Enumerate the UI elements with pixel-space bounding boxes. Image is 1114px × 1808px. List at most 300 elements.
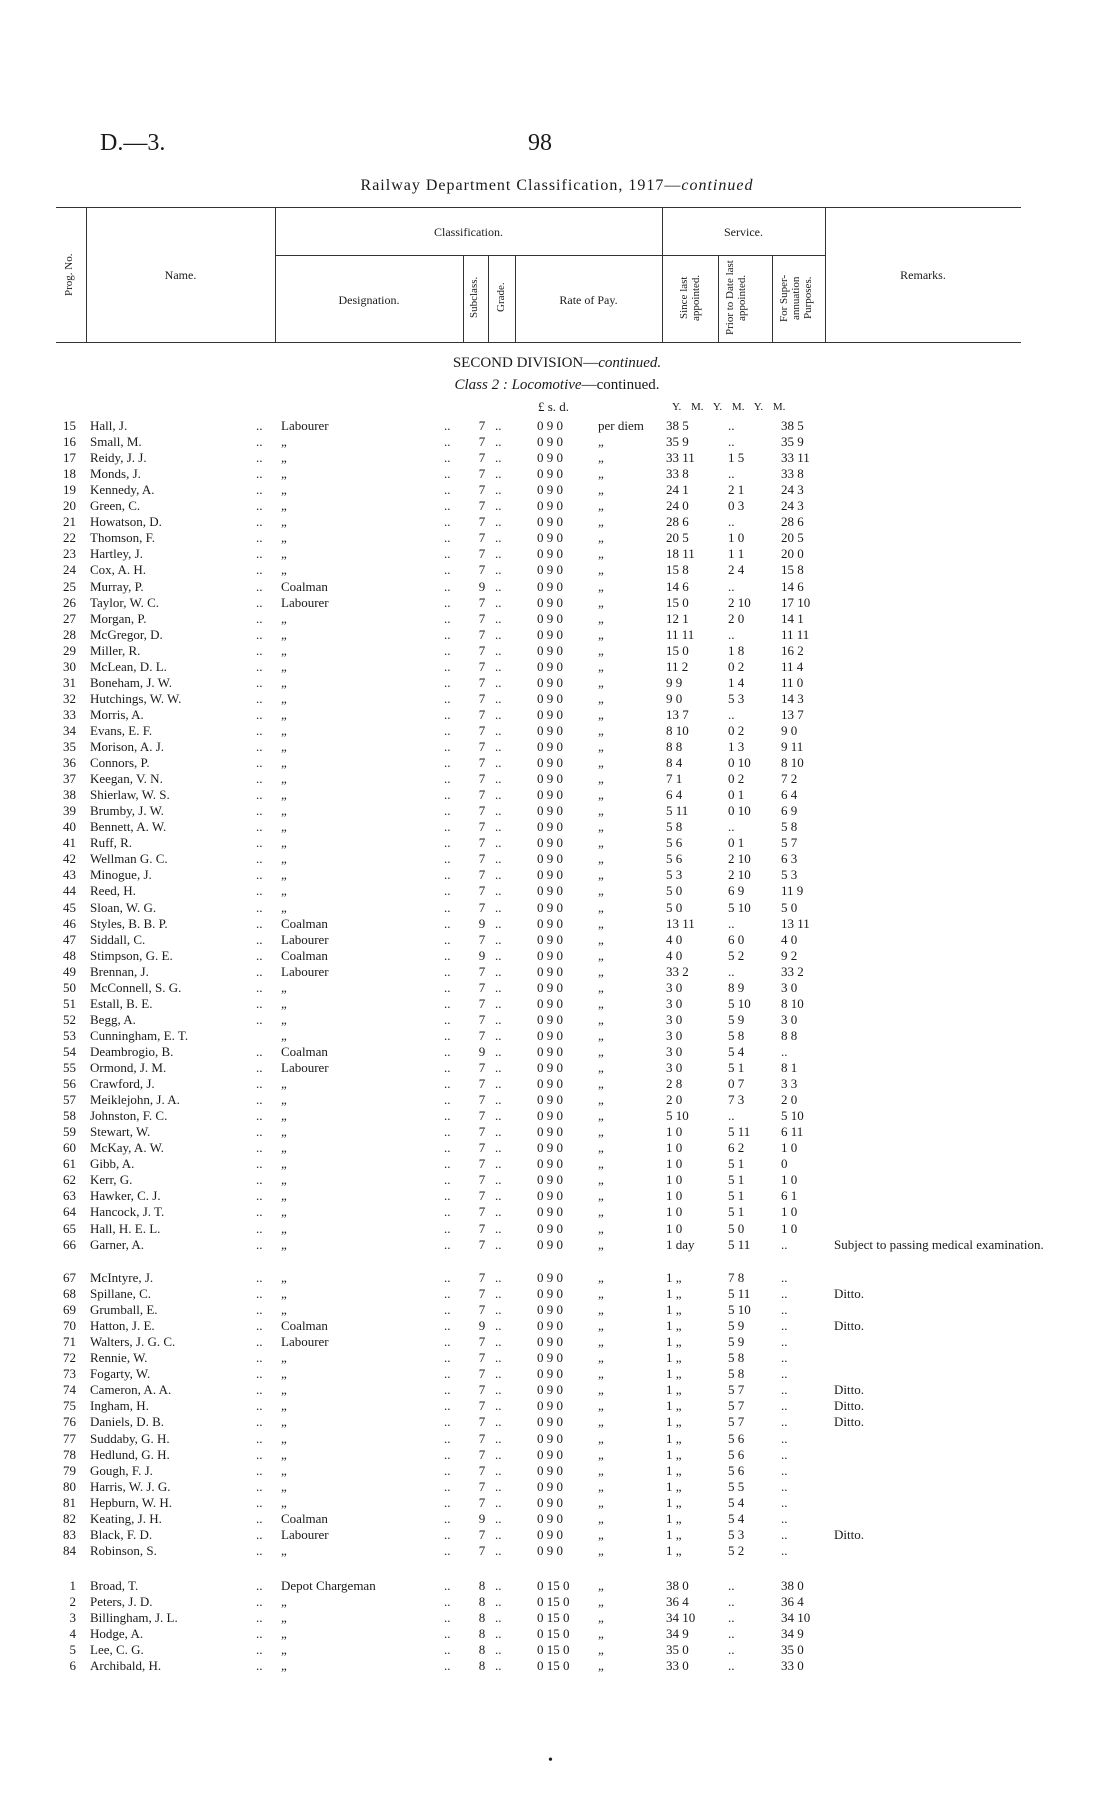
cell-d2: .. <box>444 947 451 963</box>
cell-no: 53 <box>63 1027 76 1043</box>
cell-name: Hedlund, G. H. <box>90 1446 170 1462</box>
cell-s3: 38 5 <box>781 418 804 433</box>
cell-no: 59 <box>63 1124 76 1140</box>
cell-d1: .. <box>256 1124 263 1140</box>
cell-sub: 9 <box>478 1318 486 1334</box>
cell-s3: 8 8 <box>781 1027 798 1043</box>
cell-des: Labourer <box>281 1060 329 1075</box>
cell-d2: .. <box>444 995 451 1011</box>
cell-freq: „ <box>598 1626 604 1642</box>
cell-name: Miller, R. <box>90 642 141 658</box>
cell-des: „ <box>281 1382 287 1398</box>
cell-no: 3 <box>69 1610 76 1626</box>
cell-s2: 5 1 <box>728 1204 745 1220</box>
cell-s3: 33 0 <box>781 1658 804 1674</box>
cell-d3: .. <box>495 1526 502 1542</box>
cell-freq: „ <box>598 1204 604 1220</box>
cell-rem: Ditto. <box>834 1286 864 1302</box>
cell-d1: .. <box>256 642 263 658</box>
cell-no: 35 <box>63 739 76 754</box>
cell-des: „ <box>281 546 287 562</box>
table-row <box>0 514 1114 530</box>
cell-no: 36 <box>63 755 76 771</box>
cell-d2: .. <box>444 418 451 433</box>
cell-des: „ <box>281 498 287 514</box>
cell-d3: .. <box>495 1626 502 1642</box>
cell-no: 58 <box>63 1108 76 1124</box>
cell-s3: .. <box>781 1510 788 1526</box>
cell-d3: .. <box>495 947 502 963</box>
cell-s2: 5 9 <box>728 1334 745 1350</box>
cell-pay: 0 9 0 <box>537 883 563 899</box>
cell-s1: 5 3 <box>666 867 683 883</box>
table-row <box>0 787 1114 803</box>
cell-name: Robinson, S. <box>90 1542 157 1558</box>
cell-d2: .. <box>444 1610 451 1626</box>
cell-d2: .. <box>444 578 451 594</box>
cell-sub: 7 <box>478 1204 486 1220</box>
cell-no: 16 <box>63 434 76 450</box>
cell-s3: 36 4 <box>781 1594 804 1610</box>
cell-des: „ <box>281 562 287 578</box>
cell-d3: .. <box>495 1302 502 1318</box>
cell-pay: 0 9 0 <box>537 658 563 674</box>
cell-pay: 0 9 0 <box>537 562 563 578</box>
cell-d3: .. <box>495 755 502 771</box>
cell-s1: 1 day <box>666 1236 695 1252</box>
cell-no: 28 <box>63 626 76 642</box>
cell-d1: .. <box>256 1526 263 1542</box>
cell-des: „ <box>281 642 287 658</box>
cell-s2: 5 1 <box>728 1172 745 1188</box>
cell-rem: Ditto. <box>834 1414 864 1430</box>
table-row <box>0 643 1114 659</box>
table-row <box>0 1028 1114 1044</box>
cell-s3: .. <box>781 1350 788 1366</box>
cell-d3: .. <box>495 674 502 690</box>
table-row <box>0 1044 1114 1060</box>
cell-des: „ <box>281 1658 287 1674</box>
cell-rem: Ditto. <box>834 1318 864 1334</box>
cell-d3: .. <box>495 1318 502 1334</box>
cell-name: Keating, J. H. <box>90 1510 162 1526</box>
cell-freq: „ <box>598 819 604 835</box>
table-row <box>0 1124 1114 1140</box>
cell-s2: 5 9 <box>728 1011 745 1027</box>
table-row <box>0 916 1114 932</box>
cell-d3: .. <box>495 1446 502 1462</box>
cell-d3: .. <box>495 1236 502 1252</box>
cell-s1: 1 0 <box>666 1188 683 1204</box>
cell-freq: „ <box>598 803 604 819</box>
cell-sub: 7 <box>478 434 486 450</box>
cell-s3: .. <box>781 1462 788 1478</box>
cell-s1: 2 0 <box>666 1092 683 1108</box>
cell-s3: .. <box>781 1366 788 1382</box>
cell-s1: 5 0 <box>666 899 683 915</box>
cell-d3: .. <box>495 1270 502 1285</box>
cell-des: „ <box>281 1027 287 1043</box>
table-row <box>0 980 1114 996</box>
cell-d1: .. <box>256 1610 263 1626</box>
cell-d1: .. <box>256 755 263 771</box>
cell-d1: .. <box>256 867 263 883</box>
cell-sub: 7 <box>478 610 486 626</box>
cell-s1: 34 9 <box>666 1626 689 1642</box>
header-rule-bottom <box>56 342 1021 343</box>
cell-d2: .. <box>444 546 451 562</box>
cell-des: „ <box>281 450 287 466</box>
cell-pay: 0 9 0 <box>537 1172 563 1188</box>
cell-d1: .. <box>256 690 263 706</box>
cell-d3: .. <box>495 514 502 530</box>
col-superannuation: For Super-annuation Purposes. <box>778 274 814 322</box>
cell-d1: .. <box>256 1060 263 1075</box>
cell-d1: .. <box>256 1188 263 1204</box>
table-row <box>0 1431 1114 1447</box>
cell-freq: „ <box>598 1334 604 1350</box>
cell-sub: 7 <box>478 1334 486 1350</box>
cell-name: Archibald, H. <box>90 1658 162 1674</box>
cell-sub: 7 <box>478 1542 486 1558</box>
cell-freq: „ <box>598 947 604 963</box>
cell-s3: 5 3 <box>781 867 798 883</box>
cell-freq: „ <box>598 434 604 450</box>
cell-d2: .. <box>444 1382 451 1398</box>
cell-s1: 1 „ <box>666 1334 682 1350</box>
cell-des: „ <box>281 1478 287 1494</box>
cell-des: „ <box>281 1286 287 1302</box>
cell-name: Boneham, J. W. <box>90 674 172 690</box>
cell-freq: „ <box>598 1446 604 1462</box>
cell-d1: .. <box>256 803 263 819</box>
cell-sub: 7 <box>478 883 486 899</box>
cell-s1: 34 10 <box>666 1610 696 1626</box>
cell-d2: .. <box>444 626 451 642</box>
cell-d2: .. <box>444 706 451 722</box>
cell-no: 33 <box>63 706 76 722</box>
cell-s3: 4 0 <box>781 931 798 947</box>
cell-des: „ <box>281 1366 287 1382</box>
cell-name: Minogue, J. <box>90 867 152 883</box>
cell-d2: .. <box>444 1076 451 1092</box>
cell-pay: 0 9 0 <box>537 674 563 690</box>
cell-s3: 35 9 <box>781 434 804 450</box>
cell-s1: 1 „ <box>666 1366 682 1382</box>
cell-s3: .. <box>781 1446 788 1462</box>
cell-d3: .. <box>495 498 502 514</box>
cell-pay: 0 9 0 <box>537 1318 563 1334</box>
cell-d3: .. <box>495 626 502 642</box>
cell-s1: 3 0 <box>666 1060 683 1075</box>
cell-d1: .. <box>256 851 263 867</box>
cell-s2: 5 7 <box>728 1382 745 1398</box>
cell-s3: .. <box>781 1043 788 1059</box>
cell-d1: .. <box>256 1318 263 1334</box>
cell-s3: 0 <box>781 1156 788 1172</box>
table-row <box>0 1334 1114 1350</box>
table-row <box>0 1318 1114 1334</box>
cell-s2: .. <box>728 626 735 642</box>
cell-d1: .. <box>256 1140 263 1156</box>
cell-d1: .. <box>256 1658 263 1674</box>
cell-d1: .. <box>256 1270 263 1285</box>
cell-d3: .. <box>495 658 502 674</box>
cell-d1: .. <box>256 1220 263 1236</box>
cell-s3: .. <box>781 1478 788 1494</box>
cell-d1: .. <box>256 1043 263 1059</box>
cell-no: 79 <box>63 1462 76 1478</box>
cell-s2: 5 4 <box>728 1043 745 1059</box>
cell-s2: .. <box>728 514 735 530</box>
cell-sub: 7 <box>478 1526 486 1542</box>
cell-freq: „ <box>598 1236 604 1252</box>
cell-pay: 0 9 0 <box>537 578 563 594</box>
cell-name: Rennie, W. <box>90 1350 148 1366</box>
cell-no: 75 <box>63 1398 76 1414</box>
cell-d3: .. <box>495 1027 502 1043</box>
cell-s1: 9 9 <box>666 674 683 690</box>
cell-sub: 7 <box>478 498 486 514</box>
cell-freq: „ <box>598 1430 604 1446</box>
cell-s2: 0 2 <box>728 771 745 787</box>
cell-s1: 11 11 <box>666 626 695 642</box>
cell-freq: „ <box>598 771 604 787</box>
cell-pay: 0 9 0 <box>537 835 563 851</box>
cell-name: Monds, J. <box>90 466 141 482</box>
cell-name: Lee, C. G. <box>90 1642 144 1658</box>
cell-name: Reed, H. <box>90 883 136 899</box>
cell-d3: .. <box>495 1478 502 1494</box>
cell-pay: 0 9 0 <box>537 706 563 722</box>
cell-name: Daniels, D. B. <box>90 1414 165 1430</box>
cell-no: 4 <box>69 1626 76 1642</box>
table-row <box>0 1188 1114 1204</box>
cell-s1: 3 0 <box>666 1027 683 1043</box>
cell-s1: 1 „ <box>666 1494 682 1510</box>
cell-s2: 5 7 <box>728 1398 745 1414</box>
cell-s1: 5 6 <box>666 851 683 867</box>
cell-pay: 0 9 0 <box>537 1334 563 1350</box>
cell-freq: „ <box>598 610 604 626</box>
cell-s2: 5 1 <box>728 1156 745 1172</box>
cell-name: Ormond, J. M. <box>90 1060 167 1075</box>
cell-d1: .. <box>256 915 263 931</box>
cell-d3: .. <box>495 963 502 979</box>
cell-d1: .. <box>256 1108 263 1124</box>
col-prior-to-date: Prior to Date last appointed. <box>724 260 748 336</box>
cell-d2: .. <box>444 658 451 674</box>
cell-d1: .. <box>256 594 263 610</box>
cell-s2: 6 2 <box>728 1140 745 1156</box>
cell-des: „ <box>281 706 287 722</box>
cell-s3: 17 10 <box>781 594 811 610</box>
table-row <box>0 546 1114 562</box>
cell-freq: „ <box>598 1382 604 1398</box>
cell-sub: 7 <box>478 755 486 771</box>
cell-freq: „ <box>598 1510 604 1526</box>
cell-d2: .. <box>444 771 451 787</box>
cell-d2: .. <box>444 1626 451 1642</box>
cell-des: „ <box>281 1494 287 1510</box>
cell-d3: .. <box>495 610 502 626</box>
cell-no: 48 <box>63 947 76 963</box>
cell-d2: .. <box>444 1462 451 1478</box>
cell-freq: „ <box>598 931 604 947</box>
cell-name: Connors, P. <box>90 755 150 771</box>
cell-d3: .. <box>495 1658 502 1674</box>
cell-freq: „ <box>598 1610 604 1626</box>
cell-pay: 0 9 0 <box>537 1236 563 1252</box>
cell-s2: 5 2 <box>728 947 745 963</box>
cell-freq: „ <box>598 594 604 610</box>
cell-freq: „ <box>598 1462 604 1478</box>
cell-name: Small, M. <box>90 434 142 450</box>
cell-pay: 0 9 0 <box>537 1494 563 1510</box>
cell-pay: 0 9 0 <box>537 418 563 433</box>
cell-d1: .. <box>256 722 263 738</box>
cell-name: Cunningham, E. T. <box>90 1027 189 1043</box>
cell-freq: „ <box>598 1027 604 1043</box>
cell-s3: 6 11 <box>781 1124 804 1140</box>
cell-s3: 24 3 <box>781 498 804 514</box>
cell-freq: „ <box>598 578 604 594</box>
cell-name: Brennan, J. <box>90 963 149 979</box>
table-row <box>0 1382 1114 1398</box>
cell-s3: 5 7 <box>781 835 798 851</box>
cell-sub: 7 <box>478 1398 486 1414</box>
cell-d2: .. <box>444 1414 451 1430</box>
cell-s3: 33 2 <box>781 963 804 979</box>
cell-sub: 7 <box>478 803 486 819</box>
cell-d1: .. <box>256 819 263 835</box>
cell-s2: 5 1 <box>728 1060 745 1075</box>
cell-s3: 24 3 <box>781 482 804 498</box>
cell-pay: 0 9 0 <box>537 931 563 947</box>
cell-d3: .. <box>495 466 502 482</box>
cell-des: „ <box>281 739 287 754</box>
cell-d2: .. <box>444 1334 451 1350</box>
cell-name: Deambrogio, B. <box>90 1043 174 1059</box>
table-row <box>0 1156 1114 1172</box>
cell-pay: 0 9 0 <box>537 1220 563 1236</box>
cell-s1: 5 11 <box>666 803 689 819</box>
cell-d1: .. <box>256 450 263 466</box>
cell-no: 32 <box>63 690 76 706</box>
cell-s1: 33 2 <box>666 963 689 979</box>
cell-sub: 7 <box>478 1462 486 1478</box>
cell-d1: .. <box>256 947 263 963</box>
cell-no: 82 <box>63 1510 76 1526</box>
cell-name: Suddaby, G. H. <box>90 1430 170 1446</box>
table-row <box>0 659 1114 675</box>
cell-s2: 8 9 <box>728 979 745 995</box>
table-row <box>0 675 1114 691</box>
cell-freq: „ <box>598 1578 604 1593</box>
cell-name: Hancock, J. T. <box>90 1204 165 1220</box>
cell-s1: 33 8 <box>666 466 689 482</box>
cell-pay: 0 9 0 <box>537 1462 563 1478</box>
cell-name: Keegan, V. N. <box>90 771 163 787</box>
cell-s2: 5 2 <box>728 1542 745 1558</box>
cell-sub: 7 <box>478 963 486 979</box>
cell-sub: 7 <box>478 1270 486 1285</box>
cell-d1: .. <box>256 931 263 947</box>
page-number: 98 <box>528 130 552 156</box>
title-continued: continued <box>681 177 754 194</box>
cell-des: Coalman <box>281 1043 328 1059</box>
cell-d1: .. <box>256 514 263 530</box>
table-row <box>0 819 1114 835</box>
cell-s1: 3 0 <box>666 1011 683 1027</box>
col-classification: Classification. <box>434 225 503 239</box>
table-row <box>0 450 1114 466</box>
cell-d3: .. <box>495 1462 502 1478</box>
cell-freq: „ <box>598 1366 604 1382</box>
table-row <box>0 900 1114 916</box>
table-row <box>0 1302 1114 1318</box>
cell-s2: 0 1 <box>728 835 745 851</box>
cell-d1: .. <box>256 1462 263 1478</box>
cell-s2: 7 3 <box>728 1092 745 1108</box>
cell-freq: „ <box>598 498 604 514</box>
cell-s3: 5 8 <box>781 819 798 835</box>
cell-name: Howatson, D. <box>90 514 162 530</box>
cell-sub: 7 <box>478 722 486 738</box>
cell-freq: „ <box>598 450 604 466</box>
cell-sub: 7 <box>478 867 486 883</box>
cell-s2: 0 10 <box>728 803 751 819</box>
cell-sub: 8 <box>478 1594 486 1610</box>
cell-pay: 0 15 0 <box>537 1626 570 1642</box>
table-row <box>0 964 1114 980</box>
section-heading <box>0 355 1114 372</box>
cell-s3: 3 3 <box>781 1076 798 1092</box>
cell-d3: .. <box>495 739 502 754</box>
cell-name: Black, F. D. <box>90 1526 153 1542</box>
cell-pay: 0 9 0 <box>537 594 563 610</box>
cell-s2: 1 0 <box>728 530 745 546</box>
cell-s3: 1 0 <box>781 1204 798 1220</box>
cell-d2: .. <box>444 562 451 578</box>
cell-s2: .. <box>728 1594 735 1610</box>
cell-d3: .. <box>495 594 502 610</box>
cell-s2: 5 8 <box>728 1350 745 1366</box>
cell-freq: „ <box>598 1478 604 1494</box>
cell-d2: .. <box>444 674 451 690</box>
cell-no: 57 <box>63 1092 76 1108</box>
cell-d2: .. <box>444 1642 451 1658</box>
cell-des: „ <box>281 530 287 546</box>
cell-freq: „ <box>598 851 604 867</box>
cell-d3: .. <box>495 851 502 867</box>
cell-d2: .. <box>444 1526 451 1542</box>
cell-d1: .. <box>256 658 263 674</box>
cell-freq: „ <box>598 1156 604 1172</box>
table-row <box>0 1092 1114 1108</box>
cell-sub: 7 <box>478 530 486 546</box>
class-heading <box>0 377 1114 394</box>
cell-sub: 7 <box>478 835 486 851</box>
cell-name: Billingham, J. L. <box>90 1610 178 1626</box>
cell-s1: 1 „ <box>666 1350 682 1366</box>
cell-pay: 0 9 0 <box>537 1270 563 1285</box>
cell-no: 84 <box>63 1542 76 1558</box>
cell-s2: 1 5 <box>728 450 745 466</box>
cell-freq: „ <box>598 915 604 931</box>
cell-d3: .. <box>495 1011 502 1027</box>
cell-s1: 15 0 <box>666 642 689 658</box>
